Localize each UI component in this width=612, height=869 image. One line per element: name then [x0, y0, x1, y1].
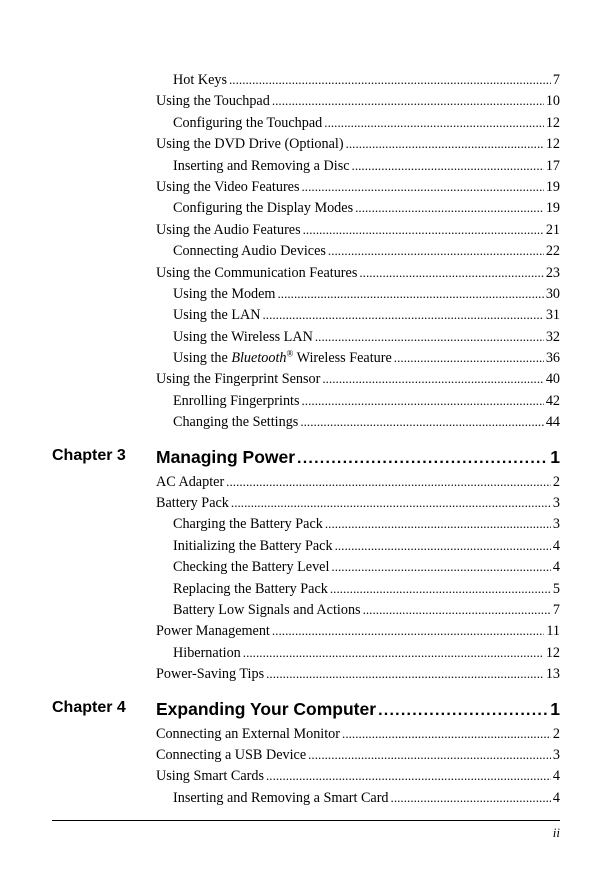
toc-entry[interactable] [173, 578, 560, 599]
toc-entry-title: Using the Video Features [156, 178, 300, 195]
dot-leader [297, 445, 548, 473]
dot-leader [272, 620, 544, 641]
chapter-4-entry[interactable] [156, 695, 560, 723]
dot-leader [262, 304, 543, 325]
toc-entry[interactable] [173, 304, 560, 325]
chapter-title: Managing Power [156, 446, 296, 467]
toc-entry[interactable] [173, 197, 560, 218]
toc-entry-title: Connecting a USB Device [156, 746, 307, 763]
toc-entry[interactable] [173, 599, 560, 620]
toc-entry-page: 12 [545, 136, 560, 153]
toc-entry[interactable] [156, 368, 560, 389]
toc-entry[interactable] [156, 219, 560, 240]
toc-entry[interactable] [156, 765, 560, 786]
toc-entry-page: 7 [552, 72, 560, 88]
toc-entry-page: 31 [545, 307, 560, 324]
dot-leader [352, 155, 544, 176]
toc-entry-title: Inserting and Removing a Disc [173, 157, 350, 174]
footer-rule [52, 820, 560, 821]
toc-entry[interactable] [173, 411, 560, 432]
toc-entry-page: 4 [552, 559, 560, 576]
dot-leader [231, 492, 551, 513]
toc-entry-title: Using Smart Cards [156, 768, 264, 785]
toc-entry-page: 11 [546, 623, 560, 640]
toc-entry-page: 19 [545, 178, 560, 195]
toc-entry-title: Configuring the Touchpad [173, 114, 323, 131]
toc-group-b [0, 471, 612, 685]
toc-entry-title: Checking the Battery Level [173, 559, 330, 576]
toc-entry-page: 44 [545, 414, 560, 431]
toc-group-a [0, 69, 612, 433]
dot-leader [325, 513, 551, 534]
dot-leader [229, 69, 551, 90]
toc-entry-page: 4 [552, 768, 560, 785]
toc-entry[interactable] [173, 283, 560, 304]
chapter-page: 1 [550, 446, 560, 467]
dot-leader [355, 197, 544, 218]
toc-entry-title: Using the Audio Features [156, 221, 301, 238]
dot-leader [277, 283, 543, 304]
toc-entry-title: Battery Pack [156, 495, 229, 512]
toc-entry-title: Using the Communication Features [156, 264, 358, 281]
toc-entry-page: 40 [545, 371, 560, 388]
toc-entry[interactable] [173, 69, 560, 90]
toc-entry-title: Power Management [156, 623, 270, 640]
toc-entry-title-italic: Bluetooth [231, 350, 287, 367]
toc-entry-page: 4 [552, 537, 560, 554]
toc-entry-title: Changing the Settings [173, 414, 299, 431]
chapter-page: 1 [550, 698, 560, 719]
dot-leader [308, 744, 551, 765]
toc-entry[interactable] [173, 155, 560, 176]
chapter-label: Chapter 4 [52, 698, 126, 716]
toc-entry-page: 32 [545, 328, 560, 345]
dot-leader [342, 723, 551, 744]
dot-leader [328, 240, 544, 261]
dot-leader [243, 642, 544, 663]
toc-entry-page: 12 [545, 114, 560, 131]
toc-entry-title: Using the Touchpad [156, 93, 270, 110]
dot-leader [346, 133, 544, 154]
page-number: ii [552, 825, 560, 840]
toc-entry-title: AC Adapter [156, 473, 225, 490]
toc-entry-title: Using the DVD Drive (Optional) [156, 136, 344, 153]
dot-leader [302, 390, 544, 411]
dot-leader [378, 697, 548, 725]
toc-entry[interactable] [156, 723, 560, 744]
toc-entry-title-suffix: Wireless Feature [293, 350, 392, 367]
toc-entry-page: 23 [545, 264, 560, 281]
toc-entry-page: 10 [545, 93, 560, 110]
toc-entry-page: 4 [552, 789, 560, 806]
toc-entry-page: 30 [545, 285, 560, 302]
toc-entry-page: 3 [552, 516, 560, 533]
toc-entry[interactable] [173, 390, 560, 411]
toc-entry-title: Replacing the Battery Pack [173, 580, 328, 597]
toc-entry-title: Connecting an External Monitor [156, 725, 341, 742]
toc-entry[interactable] [173, 513, 560, 534]
toc-entry-title: Power-Saving Tips [156, 666, 265, 683]
chapter-label: Chapter 3 [52, 446, 126, 464]
toc-entry-page: 2 [552, 725, 560, 742]
toc-entry-page: 36 [545, 350, 560, 367]
toc-entry-page: 7 [552, 601, 560, 618]
toc-group-c [0, 723, 612, 809]
dot-leader [266, 663, 544, 684]
dot-leader [300, 411, 543, 432]
dot-leader [394, 347, 544, 368]
toc-entry[interactable] [156, 133, 560, 154]
toc-entry[interactable] [173, 326, 560, 347]
toc-entry-title: Using the Wireless LAN [173, 328, 313, 345]
dot-leader [322, 368, 543, 389]
dot-leader [330, 578, 551, 599]
dot-leader [272, 90, 544, 111]
toc-entry-title: Using the Modem [173, 285, 276, 302]
toc-entry-title: Battery Low Signals and Actions [173, 601, 361, 618]
toc-entry[interactable] [156, 663, 560, 684]
dot-leader [331, 556, 551, 577]
dot-leader [226, 471, 551, 492]
chapter-3-heading [0, 443, 612, 471]
toc-entry-page: 13 [545, 666, 560, 683]
toc-entry[interactable] [156, 620, 560, 641]
toc-entry-page: 22 [545, 243, 560, 260]
toc-entry-title: Charging the Battery Pack [173, 516, 323, 533]
toc-entry[interactable] [173, 347, 560, 368]
toc-entry-title: Inserting and Removing a Smart Card [173, 789, 389, 806]
toc-entry-page: 12 [545, 644, 560, 661]
toc-entry-page: 2 [552, 473, 560, 490]
toc-entry[interactable] [173, 535, 560, 556]
dot-leader [363, 599, 551, 620]
toc-entry-page: 3 [552, 495, 560, 512]
toc-entry-title-prefix: Using the [173, 350, 232, 367]
dot-leader [315, 326, 544, 347]
toc-entry[interactable] [173, 556, 560, 577]
dot-leader [391, 787, 551, 808]
toc-entry[interactable] [156, 90, 560, 111]
chapter-3-entry[interactable] [156, 443, 560, 471]
chapter-title: Expanding Your Computer [156, 698, 377, 719]
toc-entry[interactable] [156, 176, 560, 197]
toc-entry-page: 17 [545, 157, 560, 174]
toc-entry[interactable] [173, 240, 560, 261]
toc-entry[interactable] [173, 787, 560, 808]
dot-leader [302, 176, 544, 197]
table-of-contents [0, 69, 612, 808]
toc-entry-title [173, 348, 392, 369]
toc-entry-title: Configuring the Display Modes [173, 200, 354, 217]
toc-entry-title: Hot Keys [173, 72, 227, 88]
toc-entry[interactable] [156, 471, 560, 492]
dot-leader [335, 535, 551, 556]
toc-entry-title: Enrolling Fingerprints [173, 392, 300, 409]
toc-entry-title: Connecting Audio Devices [173, 243, 326, 260]
dot-leader [303, 219, 544, 240]
toc-entry[interactable] [156, 492, 560, 513]
toc-entry-title: Using the Fingerprint Sensor [156, 371, 321, 388]
toc-entry-title: Using the LAN [173, 307, 261, 324]
toc-entry-title: Initializing the Battery Pack [173, 537, 333, 554]
toc-entry-title: Hibernation [173, 644, 241, 661]
registered-mark: ® [286, 348, 294, 359]
toc-entry-page: 42 [545, 392, 560, 409]
toc-entry-page: 3 [552, 746, 560, 763]
toc-entry[interactable] [173, 642, 560, 663]
toc-entry-page: 21 [545, 221, 560, 238]
toc-entry[interactable] [173, 112, 560, 133]
toc-entry[interactable] [156, 744, 560, 765]
dot-leader [324, 112, 544, 133]
toc-entry-page: 19 [545, 200, 560, 217]
dot-leader [266, 765, 551, 786]
chapter-4-heading [0, 695, 612, 723]
toc-entry[interactable] [156, 262, 560, 283]
dot-leader [359, 262, 543, 283]
toc-entry-page: 5 [552, 580, 560, 597]
